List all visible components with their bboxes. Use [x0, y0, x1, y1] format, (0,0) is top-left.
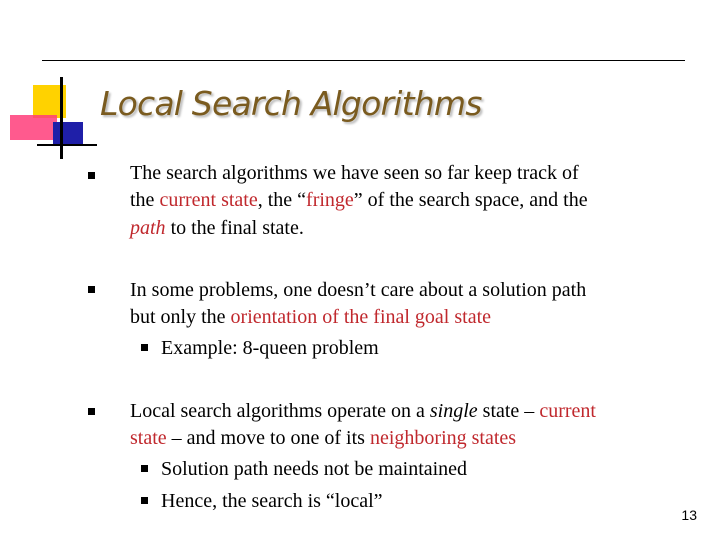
page-number: 13	[681, 507, 697, 523]
emphasis-single: single	[429, 400, 478, 422]
highlight-current-state: current state	[159, 189, 258, 211]
slide-title: Local Search Algorithms	[100, 84, 482, 123]
bullet-2-line-1	[130, 278, 586, 302]
top-divider	[42, 60, 685, 61]
sub-bullet-marker	[141, 344, 148, 351]
text-segment: the	[130, 189, 160, 211]
logo-blue-square	[53, 122, 83, 144]
bullet-marker	[88, 408, 95, 415]
bullet-marker	[88, 172, 95, 179]
text-segment: Hence, the search is “local”	[161, 490, 383, 512]
highlight-neighboring-states: neighboring states	[369, 427, 517, 449]
highlight-state: state	[130, 427, 167, 449]
text-segment: Example: 8-queen problem	[161, 337, 379, 359]
text-segment: , the “	[257, 189, 307, 211]
text-segment: state –	[477, 400, 540, 422]
text-segment: Solution path needs not be maintained	[161, 458, 468, 480]
text-segment: ” of the search space, and the	[353, 189, 588, 211]
sub-bullet-marker	[141, 465, 148, 472]
sub-bullet-item	[161, 489, 383, 513]
bullet-3-line-1	[130, 399, 596, 423]
sub-bullet-item	[161, 336, 379, 360]
highlight-current: current	[539, 400, 596, 422]
text-segment: Local search algorithms operate on a	[130, 400, 430, 422]
sub-bullet-marker	[141, 497, 148, 504]
sub-bullet-item	[161, 457, 467, 481]
bullet-1-line-2	[130, 188, 588, 212]
text-segment: but only the	[130, 306, 231, 328]
highlight-fringe: fringe	[306, 189, 354, 211]
logo-horizontal-line	[37, 144, 97, 146]
logo-vertical-line	[60, 77, 63, 159]
text-segment: – and move to one of its	[166, 427, 370, 449]
bullet-3-line-2	[130, 426, 516, 450]
highlight-orientation: orientation of the final goal state	[230, 306, 492, 328]
bullet-1-line-1	[130, 161, 579, 185]
bullet-1-line-3	[130, 216, 304, 240]
text-segment: In some problems, one doesn’t care about a solution path	[130, 279, 587, 301]
logo-red-square	[10, 115, 57, 140]
text-segment: to the final state.	[165, 217, 304, 239]
bullet-marker	[88, 286, 95, 293]
highlight-path: path	[130, 217, 166, 239]
text-segment: The search algorithms we have seen so far keep track of	[130, 162, 579, 184]
bullet-2-line-2	[130, 305, 491, 329]
